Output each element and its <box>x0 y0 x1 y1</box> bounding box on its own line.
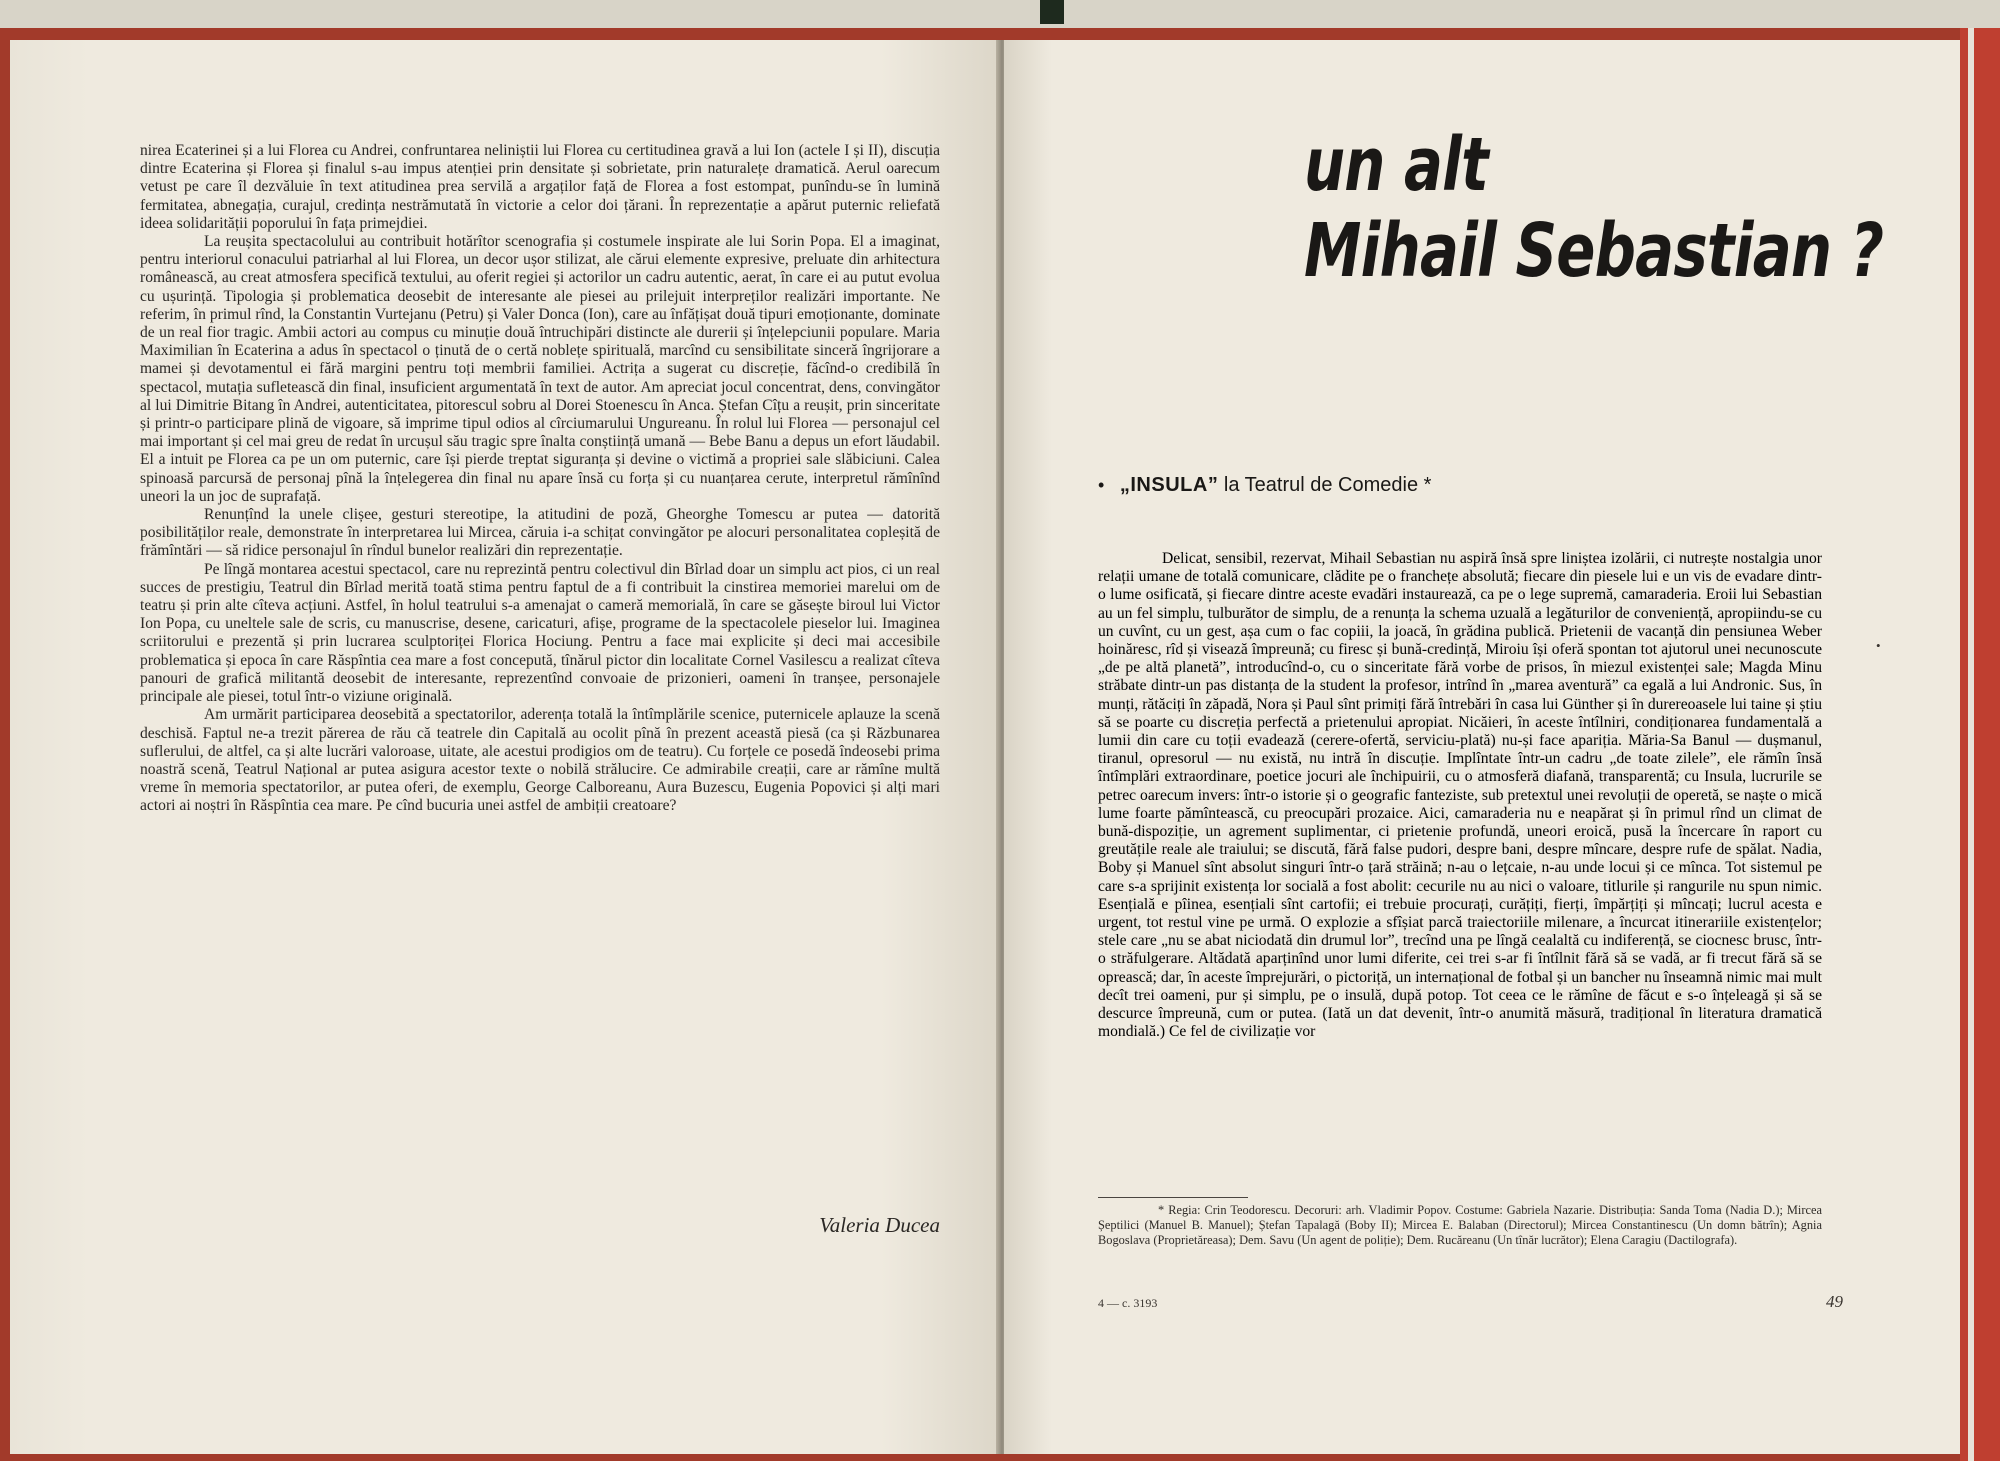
margin-mark: • <box>1876 638 1881 653</box>
backdrop-top <box>0 0 2000 30</box>
left-page <box>10 40 1000 1454</box>
article-subhead <box>1098 474 1431 497</box>
footnote-text: * Regia: Crin Teodorescu. Decoruri: arh. Vladimir Popov. Costume: Gabriela Nazarie. Distribuția: Sanda Toma (Nadia D.); Mircea Șeptilici (Manuel B. Manuel); Ștefan Tapalagă (Boby II); Mircea E. Balaban (Directorul); Mircea Constantinescu (Un domn bătrîn); Agnia Bogoslava (Proprietăreasa); Dem. Savu (Un agent de poliție); Dem. Rucăreanu (Un tînăr lucrător); Elena Caragiu (Dactilografa). <box>1098 1203 1822 1247</box>
right-article-column <box>1098 550 1822 1041</box>
left-paragraph: nirea Ecaterinei și a lui Florea cu Andrei, confruntarea neliniștii lui Florea cu certitudinea gravă a lui Ion (actele I și II), discuția dintre Ecaterina și Florea și finalul s-au impus atenției prin densitate și sobrietate, prin naturalețe dramatică. Aerul oarecum vetust pe care îl dezvăluie în text atitudinea prea servilă a argaților față de Florea a fost estompat, punîndu-se în lumină fermitatea, abnegația, curajul, credința nestrămutată în victorie a celor doi țărani. În reprezentație a apărut puternic reliefată ideea solidarității poporului în fața primejdiei. <box>140 142 940 232</box>
left-article-column <box>140 142 940 816</box>
cover-stripe <box>1968 28 1974 1461</box>
footnote <box>1098 1203 1822 1248</box>
left-paragraph: La reușita spectacolului au contribuit hotărîtor scenografia și costumele inspirate ale lui Sorin Popa. El a imaginat, pentru interiorul conacului patriarhal al lui Florea, un decor ușor stilizat, ale cărui elemente expresive, preluate din arhitectura românească, au creat atmosfera specifică textului, au oferit regiei și actorilor un cadru autentic, aerat, în care ei au putut evolua cu ușurință. Tipologia și problematica deosebit de interesante ale piesei au prilejuit interpreților realizări importante. Ne referim, în primul rînd, la Constantin Vurtejanu (Petru) și Valer Donca (Ion), care au înfățișat două tipuri emoționante, dominate de un real fior tragic. Ambii actori au compus cu minuție două întruchipări distincte ale durerii și înțelepciunii populare. Maria Maximilian în Ecaterina a adus în spectacol o ținută de o certă noblețe spirituală, marcînd cu sensibilitate sinceră îngrijorare a mamei și devotamentul ei fără margini pentru toți membrii familiei. Actrița a sugerat cu discreție, făcînd-o credibilă în spectacol, mutația sufletească din final, insuficient argumentată în text de autor. Am apreciat jocul concentrat, dens, convingător al lui Dimitrie Bitang în Andrei, autenticitatea, pitorescul sobru al Dorei Stoenescu în Anca. Ștefan Cîțu a reușit, prin sinceritate și printr-o participare plină de vigoare, să imprime tipul odios al cîrciumarului Ungureanu. În rolul lui Florea — personajul cel mai important și cel mai greu de redat în urcușul său tragic spre înalta conștiință umană — Bebe Banu a depus un efort lăudabil. El a intuit pe Florea ca pe un om puternic, care își pierde treptat siguranța și devine o victimă a propriei sale slăbiciuni. Calea spinoasă parcursă de personaj pînă la înțelegerea din final nu apare însă cu forța și cu nuanțarea cerute, interpretul rămînînd uneori la un joc de suprafață. <box>140 233 940 505</box>
title-line-2: Mihail Sebastian ? <box>1304 208 1884 294</box>
title-line-1: un alt <box>1304 122 1488 208</box>
page-number: 49 <box>1826 1292 1843 1311</box>
subhead-theatre: la Teatrul de Comedie * <box>1223 474 1432 496</box>
right-paragraph: Delicat, sensibil, rezervat, Mihail Sebastian nu aspiră însă spre liniștea izolării, ci nutrește nostalgia unor relații umane de totală comunicare, clădite pe o franchețe absolută; fiecare din piesele lui e un vis de evadare dintr-o lume osificată, și fiecare dintre aceste evadări instaurează, ca pe o lege supremă, camaraderia. Eroii lui Sebastian au un fel simplu, tulburător de simplu, de a renunța la schema uzuală a legăturilor de conveniență, apropiindu-se cu un cuvînt, cu un gest, așa cum o fac copiii, la joacă, în grădina publică. Prietenii de vacanță din pensiunea Weber hoinăresc, rîd și visează împreună; cu firesc și bună-credință, Miroiu își oferă spontan tot ajutorul unei necunoscute „de pe altă planetă”, introducînd-o, cu o sinceritate fără vorbe de prisos, în miezul existenței sale; Magda Minu străbate dintr-un pas distanța de la student la profesor, intrînd în „marea aventură” ca egală a lui Andronic. Sus, în munți, rătăciți în zăpadă, Nora și Paul sînt primiți fără întrebări în casa lui Günther și în durereoasele lui taine și știu să se poarte cu discreția perfectă a prietenului apropiat. Nicăieri, în aceste întîlniri, condiționarea fundamentală a lumii din care cu toții evadează (cerere-ofertă, serviciu-plată) nu-și face apariția. Măria-Sa Banul — dușmanul, tiranul, opresorul — nu există, nu intră în discuție. Implîntate într-un cadru „de toate zilele”, ele rămîn însă întîmplări extraordinare, poetice jocuri ale închipuirii, cu o atmosferă diafană, transparentă; cu Insula, lucrurile se petrec oarecum invers: într-o istorie și o geografic fanteziste, sub pretextul unei revoluții de operetă, se naște o mică lume foarte pămîntească, cu preocupări prozaice. Aici, camaraderia nu e neapărat și în primul rînd un climat de bună-dispoziție, un agrement suplimentar, ci prietenie profundă, uneori eroică, pusă la încercare în raport cu greutățile reale ale traiului; se discută, fără false pudori, despre bani, despre mîncare, despre rufe de spălat. Nadia, Boby și Manuel sînt absolut singuri într-o țară străină; n-au o lețcaie, n-au unde locui și ce mînca. Tot sistemul pe care s-a sprijinit existența lor socială a fost abolit: cecurile nu au nici o valoare, titlurile și rangurile nu spun nimic. Esențială e pîinea, esențiali sînt cartofii; ei trebuie procurați, curățiți, fierți, împărțiți și mîncați; lucrul acesta e urgent, tot restul vine pe urmă. O explozie a sfîșiat parcă traiectoriile milenare, a încurcat itinerariile existențelor; stele care „nu se abat niciodată din drumul lor”, trecînd una pe lîngă cealaltă cu indiferență, se ciocnesc brusc, într-o străfulgerare. Altădată aparținînd unor lumi diferite, cei trei s-ar fi întîlnit fără să se vadă, ar fi trecut fără să se oprească; dar, în aceste împrejurări, o pictoriță, un internațional de fotbal și un bancher nu înseamnă nimic mai mult decît trei oameni, pur și simplu, pe o insulă, după potop. Tot ceea ce le rămîne de făcut e s-o înțeleagă și să se descurce împreună, cum or putea. (Iată un dat devenit, într-o anumită măsură, tradițional în literatura dramatică mondială.) Ce fel de civilizație vor <box>1098 550 1822 1041</box>
author-signature: Valeria Ducea <box>819 1213 940 1237</box>
bookmark-ribbon <box>1040 0 1064 24</box>
play-title: „INSULA” <box>1119 474 1219 496</box>
left-paragraph: Renunțînd la unele clișee, gesturi stereotipe, la atitudini de poză, Gheorghe Tomescu ar putea — datorită posibilităților reale, demonstrate în interpretarea lui Mircea, căruia i-a schițat convingător pe alocuri personalitatea copleșită de frămîntări — să ridice personajul în rîndul bunelor realizări din reprezentație. <box>140 506 940 560</box>
book-cover-right <box>1960 28 2000 1461</box>
left-paragraph: Am urmărit participarea deosebită a spectatorilor, aderența totală la întîmplările scenice, puternicele aplauze la scenă deschisă. Faptul ne-a trezit părerea de rău că teatrele din Capitală au ocolit pînă în prezent această piesă (ca și Răzbunarea suflerului, de altfel, ca și alte lucrări valoroase, uitate, ale acestui prodigios om de teatru). Cu forțele ce posedă îndeosebi prima noastră scenă, Teatrul Național ar putea asigura acestor texte o nobilă strălucire. Ce admirabile creații, care ar rămîne multă vreme în memoria spectatorilor, ar putea oferi, de exemplu, George Calboreanu, Aura Buzescu, Eugenia Popovici și alți mari actori ai noștri în Răspîntia cea mare. Pe cînd bucuria unei astfel de ambiții creatoare? <box>140 706 940 815</box>
bullet-icon: • <box>1098 475 1105 495</box>
left-paragraph: Pe lîngă montarea acestui spectacol, care nu reprezintă pentru colectivul din Bîrlad doar un simplu act pios, ci un real succes de prestigiu, Teatrul din Bîrlad merită toată stima pentru faptul de a fi contribuit la cinstirea memoriei marelui om de teatru și prin alte cîteva acțiuni. Astfel, în holul teatrului s-a amenajat o cameră memorială, în care se găsește biroul lui Victor Ion Popa, cu uneltele sale de scris, cu manuscrise, desene, caricaturi, afișe, programe de la spectacolele pieselor lui. Imaginea scriitorului e prezentă și prin lucrarea sculptoriței Florica Hociung. Pentru a face mai explicite și deci mai accesibile problematica și epoca în care Răspîntia cea mare a fost concepută, tînărul pictor din localitate Cornel Vasilescu a realizat cîteva panouri de grafică militantă deosebit de interesante, reprezentînd convoaie de prizonieri, oameni în tranșee, personajele principale ale piesei, totul într-o viziune originală. <box>140 560 940 706</box>
printer-signature: 4 — c. 3193 <box>1098 1296 1158 1310</box>
article-title <box>1304 122 1884 294</box>
footnote-rule <box>1098 1197 1248 1198</box>
